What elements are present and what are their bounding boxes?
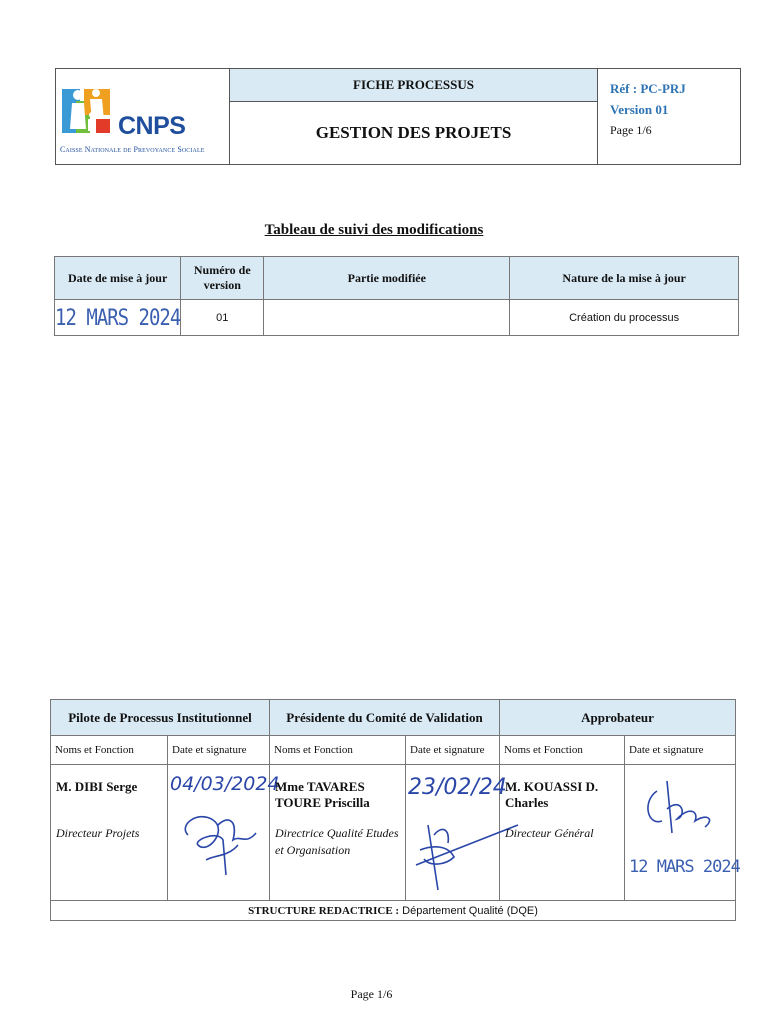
- signer-name: M. KOUASSI D. Charles: [505, 779, 599, 810]
- signer-function: Directeur Général: [505, 826, 594, 840]
- cnps-logo: [56, 69, 230, 164]
- modifications-title: Tableau de suivi des modifications: [264, 222, 484, 238]
- cnps-family-logo-icon: [62, 85, 114, 137]
- page-footer: Page 1/6: [350, 987, 393, 1001]
- structure-label: STRUCTURE REDACTRICE :: [248, 904, 400, 917]
- process-label: FICHE PROCESSUS: [230, 69, 597, 102]
- approval-stamp: 12 MARS 2024: [629, 857, 740, 877]
- signature-2-cell: [406, 765, 507, 901]
- subheader-date-1: Date et signature: [168, 736, 270, 765]
- signer-name: Mme TAVARES TOURE Priscilla: [275, 779, 370, 810]
- signature-icon: [168, 785, 266, 895]
- document-header: [55, 68, 741, 165]
- column-header-date: Date de mise à jour: [55, 257, 181, 300]
- column-header-nature: Nature de la mise à jour: [510, 257, 739, 300]
- approval-subheader-row: [51, 736, 736, 765]
- signature-3-cell: [625, 765, 740, 901]
- subheader-date-3: Date et signature: [625, 736, 736, 765]
- signer-name: M. DIBI Serge: [56, 779, 138, 794]
- version-cell: 01: [181, 300, 264, 336]
- subheader-name-1: Noms et Fonction: [51, 736, 168, 765]
- nature-cell: Création du processus: [510, 300, 739, 336]
- header-page-number: Page 1/6: [610, 123, 652, 137]
- logo-wordmark: CNPS: [118, 112, 186, 140]
- signer-function: Directeur Projets: [56, 826, 140, 840]
- version-label: Version 01: [610, 102, 669, 117]
- column-header-partie: Partie modifiée: [264, 257, 510, 300]
- signer-function: Directrice Qualité Etudes et Organisation: [275, 826, 399, 857]
- subheader-date-2: Date et signature: [406, 736, 500, 765]
- approval-signature-row: [51, 765, 736, 901]
- column-header-version: Numéro de version: [181, 257, 264, 300]
- reference-code: Réf : PC-PRJ: [610, 81, 686, 96]
- approval-table: [50, 699, 740, 921]
- role-approbateur: Approbateur: [500, 700, 736, 736]
- table-header-row: [55, 257, 739, 300]
- modifications-table: [54, 256, 739, 336]
- signature-icon: [627, 771, 727, 841]
- structure-cell: [51, 901, 736, 921]
- structure-value: Département Qualité (DQE): [402, 904, 538, 917]
- role-pilote: Pilote de Processus Institutionnel: [51, 700, 270, 736]
- date-stamp: 12 MARS 2024: [55, 304, 181, 331]
- table-row: [55, 300, 739, 336]
- logo-subtitle: Caisse Nationale de Prevoyance Sociale: [60, 145, 205, 154]
- handwritten-date: 04/03/2024: [170, 773, 280, 795]
- signer-1-cell: [51, 765, 168, 901]
- signature-1-cell: [168, 765, 280, 901]
- handwritten-date: 23/02/24: [408, 775, 507, 800]
- subheader-name-2: Noms et Fonction: [270, 736, 406, 765]
- subheader-name-3: Noms et Fonction: [500, 736, 625, 765]
- process-title: GESTION DES PROJETS: [315, 123, 512, 142]
- structure-row: [51, 901, 736, 921]
- partie-cell: [264, 300, 510, 336]
- signer-3-cell: [500, 765, 625, 901]
- date-stamp-cell: [55, 300, 181, 336]
- approval-roles-row: [51, 700, 736, 736]
- role-presidente: Présidente du Comité de Validation: [270, 700, 500, 736]
- signer-2-cell: [270, 765, 406, 901]
